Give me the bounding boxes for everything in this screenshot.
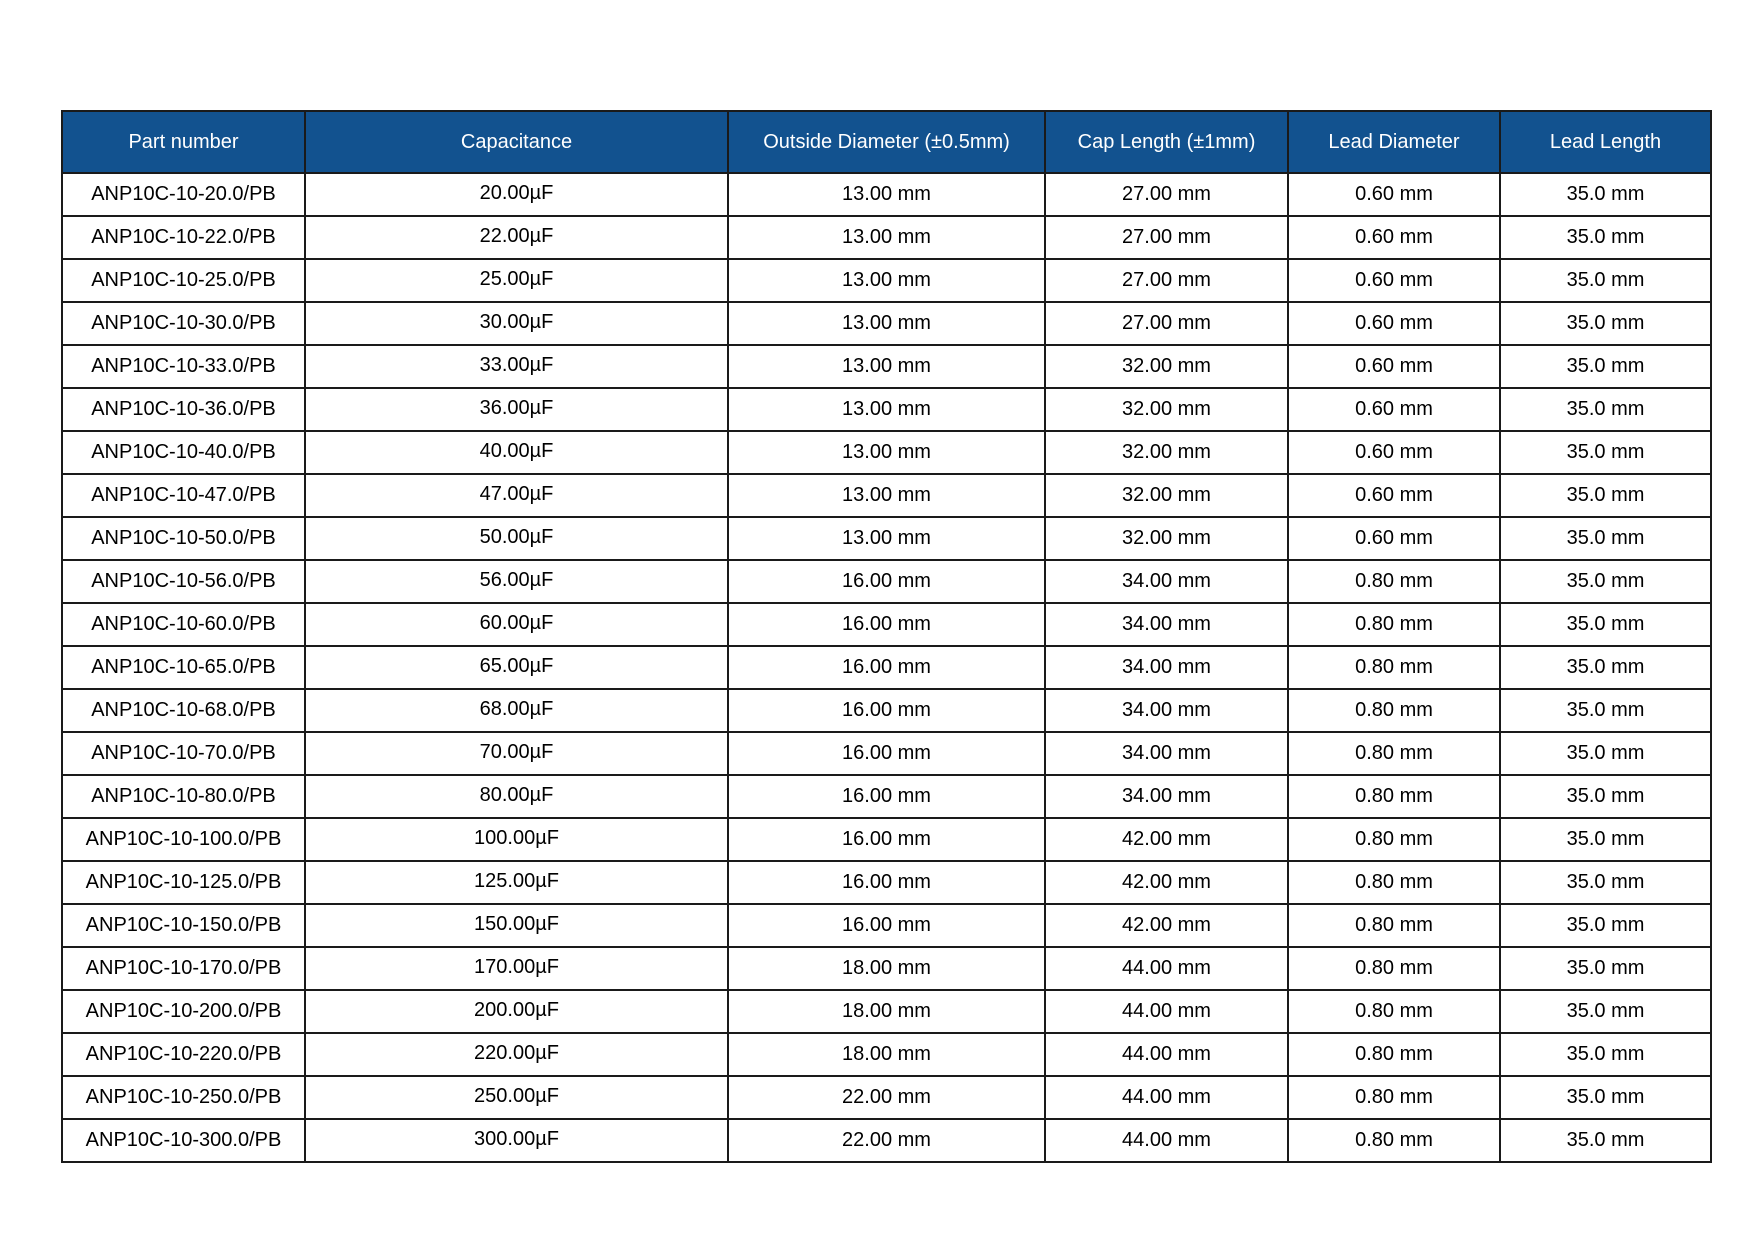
lead-diameter-cell: 0.80 mm xyxy=(1288,732,1500,775)
outside-diameter-cell: 16.00 mm xyxy=(728,603,1045,646)
lead-diameter-cell: 0.80 mm xyxy=(1288,990,1500,1033)
outside-diameter-cell: 13.00 mm xyxy=(728,173,1045,216)
lead-length-cell: 35.0 mm xyxy=(1500,345,1711,388)
lead-diameter-cell: 0.60 mm xyxy=(1288,345,1500,388)
lead-length-cell: 35.0 mm xyxy=(1500,904,1711,947)
lead-length-cell: 35.0 mm xyxy=(1500,861,1711,904)
lead-length-cell: 35.0 mm xyxy=(1500,474,1711,517)
capacitance-cell: 33.00µF xyxy=(305,345,728,388)
lead-diameter-cell: 0.80 mm xyxy=(1288,1076,1500,1119)
capacitance-cell: 170.00µF xyxy=(305,947,728,990)
outside-diameter-cell: 16.00 mm xyxy=(728,818,1045,861)
cap-length-cell: 44.00 mm xyxy=(1045,1119,1288,1162)
capacitance-cell: 68.00µF xyxy=(305,689,728,732)
outside-diameter-cell: 16.00 mm xyxy=(728,904,1045,947)
cap-length-cell: 27.00 mm xyxy=(1045,259,1288,302)
outside-diameter-cell: 13.00 mm xyxy=(728,388,1045,431)
cap-length-cell: 34.00 mm xyxy=(1045,689,1288,732)
table-row xyxy=(62,388,1711,431)
lead-diameter-cell: 0.60 mm xyxy=(1288,388,1500,431)
cap-length-cell: 34.00 mm xyxy=(1045,646,1288,689)
cap-length-cell: 32.00 mm xyxy=(1045,431,1288,474)
table-row xyxy=(62,474,1711,517)
table-row xyxy=(62,517,1711,560)
capacitance-cell: 65.00µF xyxy=(305,646,728,689)
cap-length-cell: 32.00 mm xyxy=(1045,345,1288,388)
table-row xyxy=(62,689,1711,732)
outside-diameter-cell: 22.00 mm xyxy=(728,1076,1045,1119)
table-row xyxy=(62,775,1711,818)
table-row xyxy=(62,732,1711,775)
table-row xyxy=(62,990,1711,1033)
lead-diameter-cell: 0.60 mm xyxy=(1288,259,1500,302)
cap-length-cell: 32.00 mm xyxy=(1045,517,1288,560)
part-number-cell: ANP10C-10-100.0/PB xyxy=(62,818,305,861)
lead-diameter-cell: 0.80 mm xyxy=(1288,818,1500,861)
lead-length-cell: 35.0 mm xyxy=(1500,775,1711,818)
outside-diameter-cell: 16.00 mm xyxy=(728,775,1045,818)
cap-length-cell: 34.00 mm xyxy=(1045,560,1288,603)
lead-length-cell: 35.0 mm xyxy=(1500,1033,1711,1076)
cap-length-cell: 34.00 mm xyxy=(1045,775,1288,818)
outside-diameter-cell: 18.00 mm xyxy=(728,990,1045,1033)
lead-length-cell: 35.0 mm xyxy=(1500,388,1711,431)
part-number-cell: ANP10C-10-68.0/PB xyxy=(62,689,305,732)
table-row xyxy=(62,603,1711,646)
cap-length-cell: 27.00 mm xyxy=(1045,302,1288,345)
table-row xyxy=(62,947,1711,990)
outside-diameter-cell: 22.00 mm xyxy=(728,1119,1045,1162)
outside-diameter-cell: 13.00 mm xyxy=(728,345,1045,388)
capacitance-cell: 36.00µF xyxy=(305,388,728,431)
outside-diameter-cell: 13.00 mm xyxy=(728,259,1045,302)
header-part-number: Part number xyxy=(62,111,305,173)
part-number-cell: ANP10C-10-125.0/PB xyxy=(62,861,305,904)
outside-diameter-cell: 13.00 mm xyxy=(728,431,1045,474)
outside-diameter-cell: 16.00 mm xyxy=(728,732,1045,775)
part-number-cell: ANP10C-10-30.0/PB xyxy=(62,302,305,345)
lead-length-cell: 35.0 mm xyxy=(1500,259,1711,302)
table-row xyxy=(62,1076,1711,1119)
cap-length-cell: 44.00 mm xyxy=(1045,1076,1288,1119)
outside-diameter-cell: 16.00 mm xyxy=(728,560,1045,603)
lead-length-cell: 35.0 mm xyxy=(1500,818,1711,861)
table-row xyxy=(62,1033,1711,1076)
part-number-cell: ANP10C-10-200.0/PB xyxy=(62,990,305,1033)
cap-length-cell: 34.00 mm xyxy=(1045,732,1288,775)
part-number-cell: ANP10C-10-250.0/PB xyxy=(62,1076,305,1119)
table-body xyxy=(62,173,1711,1162)
table-row xyxy=(62,818,1711,861)
lead-length-cell: 35.0 mm xyxy=(1500,947,1711,990)
lead-diameter-cell: 0.60 mm xyxy=(1288,216,1500,259)
part-number-cell: ANP10C-10-56.0/PB xyxy=(62,560,305,603)
lead-diameter-cell: 0.60 mm xyxy=(1288,302,1500,345)
cap-length-cell: 44.00 mm xyxy=(1045,947,1288,990)
part-number-cell: ANP10C-10-300.0/PB xyxy=(62,1119,305,1162)
table-row xyxy=(62,646,1711,689)
outside-diameter-cell: 18.00 mm xyxy=(728,1033,1045,1076)
lead-length-cell: 35.0 mm xyxy=(1500,431,1711,474)
lead-length-cell: 35.0 mm xyxy=(1500,560,1711,603)
table-row xyxy=(62,216,1711,259)
part-number-cell: ANP10C-10-65.0/PB xyxy=(62,646,305,689)
outside-diameter-cell: 18.00 mm xyxy=(728,947,1045,990)
table-row xyxy=(62,560,1711,603)
lead-length-cell: 35.0 mm xyxy=(1500,173,1711,216)
lead-diameter-cell: 0.60 mm xyxy=(1288,474,1500,517)
part-number-cell: ANP10C-10-50.0/PB xyxy=(62,517,305,560)
table-row xyxy=(62,345,1711,388)
capacitance-cell: 80.00µF xyxy=(305,775,728,818)
capacitance-cell: 150.00µF xyxy=(305,904,728,947)
capacitance-cell: 20.00µF xyxy=(305,173,728,216)
outside-diameter-cell: 16.00 mm xyxy=(728,689,1045,732)
outside-diameter-cell: 13.00 mm xyxy=(728,216,1045,259)
header-lead-diameter: Lead Diameter xyxy=(1288,111,1500,173)
cap-length-cell: 32.00 mm xyxy=(1045,388,1288,431)
capacitance-cell: 50.00µF xyxy=(305,517,728,560)
capacitance-cell: 56.00µF xyxy=(305,560,728,603)
capacitance-cell: 30.00µF xyxy=(305,302,728,345)
lead-length-cell: 35.0 mm xyxy=(1500,216,1711,259)
capacitance-cell: 100.00µF xyxy=(305,818,728,861)
lead-diameter-cell: 0.60 mm xyxy=(1288,517,1500,560)
capacitance-cell: 40.00µF xyxy=(305,431,728,474)
part-number-cell: ANP10C-10-40.0/PB xyxy=(62,431,305,474)
capacitance-cell: 22.00µF xyxy=(305,216,728,259)
lead-diameter-cell: 0.60 mm xyxy=(1288,173,1500,216)
table-row xyxy=(62,431,1711,474)
lead-length-cell: 35.0 mm xyxy=(1500,689,1711,732)
lead-length-cell: 35.0 mm xyxy=(1500,990,1711,1033)
lead-diameter-cell: 0.80 mm xyxy=(1288,1033,1500,1076)
capacitance-cell: 250.00µF xyxy=(305,1076,728,1119)
capacitance-cell: 125.00µF xyxy=(305,861,728,904)
capacitance-cell: 70.00µF xyxy=(305,732,728,775)
lead-diameter-cell: 0.80 mm xyxy=(1288,1119,1500,1162)
outside-diameter-cell: 16.00 mm xyxy=(728,861,1045,904)
part-number-cell: ANP10C-10-33.0/PB xyxy=(62,345,305,388)
cap-length-cell: 34.00 mm xyxy=(1045,603,1288,646)
lead-diameter-cell: 0.80 mm xyxy=(1288,560,1500,603)
lead-length-cell: 35.0 mm xyxy=(1500,302,1711,345)
capacitance-cell: 25.00µF xyxy=(305,259,728,302)
part-number-cell: ANP10C-10-170.0/PB xyxy=(62,947,305,990)
lead-length-cell: 35.0 mm xyxy=(1500,732,1711,775)
outside-diameter-cell: 13.00 mm xyxy=(728,302,1045,345)
lead-diameter-cell: 0.80 mm xyxy=(1288,603,1500,646)
table-row xyxy=(62,259,1711,302)
capacitance-cell: 220.00µF xyxy=(305,1033,728,1076)
lead-length-cell: 35.0 mm xyxy=(1500,603,1711,646)
lead-diameter-cell: 0.80 mm xyxy=(1288,904,1500,947)
cap-length-cell: 27.00 mm xyxy=(1045,216,1288,259)
part-number-cell: ANP10C-10-36.0/PB xyxy=(62,388,305,431)
part-number-cell: ANP10C-10-220.0/PB xyxy=(62,1033,305,1076)
capacitance-cell: 47.00µF xyxy=(305,474,728,517)
header-lead-length: Lead Length xyxy=(1500,111,1711,173)
part-number-cell: ANP10C-10-70.0/PB xyxy=(62,732,305,775)
part-number-cell: ANP10C-10-25.0/PB xyxy=(62,259,305,302)
cap-length-cell: 42.00 mm xyxy=(1045,904,1288,947)
lead-diameter-cell: 0.80 mm xyxy=(1288,646,1500,689)
lead-diameter-cell: 0.80 mm xyxy=(1288,861,1500,904)
capacitance-cell: 300.00µF xyxy=(305,1119,728,1162)
lead-diameter-cell: 0.80 mm xyxy=(1288,947,1500,990)
part-number-cell: ANP10C-10-47.0/PB xyxy=(62,474,305,517)
part-number-cell: ANP10C-10-22.0/PB xyxy=(62,216,305,259)
part-number-cell: ANP10C-10-150.0/PB xyxy=(62,904,305,947)
part-number-cell: ANP10C-10-60.0/PB xyxy=(62,603,305,646)
lead-diameter-cell: 0.80 mm xyxy=(1288,775,1500,818)
header-cap-length: Cap Length (±1mm) xyxy=(1045,111,1288,173)
outside-diameter-cell: 13.00 mm xyxy=(728,474,1045,517)
lead-diameter-cell: 0.80 mm xyxy=(1288,689,1500,732)
table-row xyxy=(62,173,1711,216)
cap-length-cell: 27.00 mm xyxy=(1045,173,1288,216)
header-outside-diameter: Outside Diameter (±0.5mm) xyxy=(728,111,1045,173)
outside-diameter-cell: 13.00 mm xyxy=(728,517,1045,560)
table-row xyxy=(62,1119,1711,1162)
cap-length-cell: 42.00 mm xyxy=(1045,861,1288,904)
table-row xyxy=(62,302,1711,345)
lead-length-cell: 35.0 mm xyxy=(1500,1076,1711,1119)
cap-length-cell: 32.00 mm xyxy=(1045,474,1288,517)
cap-length-cell: 44.00 mm xyxy=(1045,1033,1288,1076)
table-row xyxy=(62,861,1711,904)
part-number-cell: ANP10C-10-80.0/PB xyxy=(62,775,305,818)
lead-length-cell: 35.0 mm xyxy=(1500,517,1711,560)
outside-diameter-cell: 16.00 mm xyxy=(728,646,1045,689)
header-row xyxy=(62,111,1711,173)
part-number-cell: ANP10C-10-20.0/PB xyxy=(62,173,305,216)
lead-length-cell: 35.0 mm xyxy=(1500,1119,1711,1162)
capacitor-spec-table xyxy=(61,110,1712,1163)
capacitance-cell: 200.00µF xyxy=(305,990,728,1033)
cap-length-cell: 44.00 mm xyxy=(1045,990,1288,1033)
table-row xyxy=(62,904,1711,947)
lead-length-cell: 35.0 mm xyxy=(1500,646,1711,689)
table-header xyxy=(62,111,1711,173)
lead-diameter-cell: 0.60 mm xyxy=(1288,431,1500,474)
capacitance-cell: 60.00µF xyxy=(305,603,728,646)
cap-length-cell: 42.00 mm xyxy=(1045,818,1288,861)
header-capacitance: Capacitance xyxy=(305,111,728,173)
